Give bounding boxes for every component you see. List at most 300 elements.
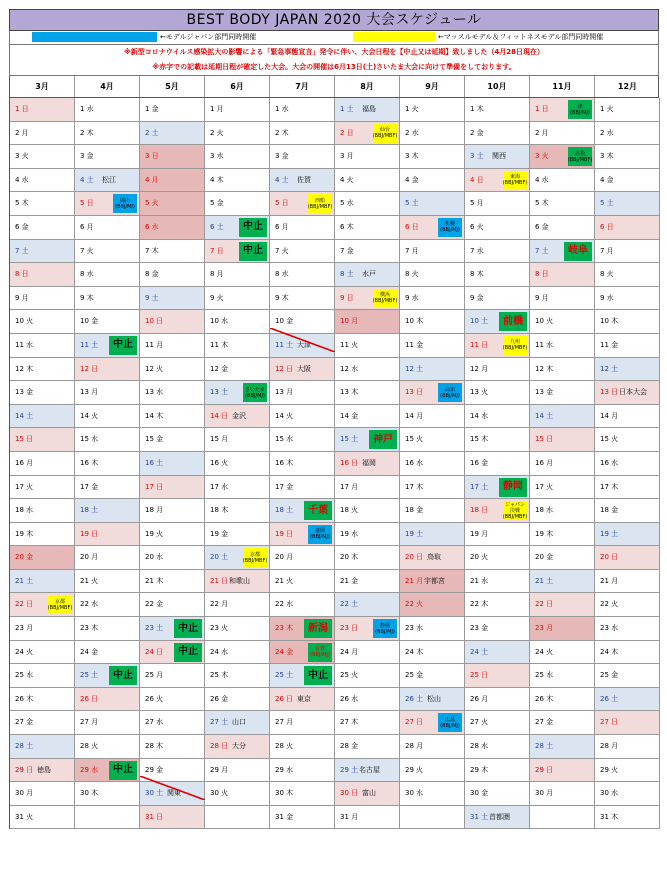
event-box-title: 中止 (243, 245, 263, 257)
event-box-title: 新潟 (308, 622, 328, 634)
date-label: 25 水 (15, 671, 34, 680)
date-label: 31 月 (340, 812, 359, 821)
date-label: 21 火 (275, 576, 294, 585)
date-label: 4 日 (470, 175, 484, 184)
date-label: 25 土 (275, 671, 294, 680)
day-cell (10, 641, 75, 665)
date-label: 11 月 (145, 340, 164, 349)
month-header: 8月 (335, 76, 400, 97)
day-cell (400, 782, 465, 806)
day-cell (530, 570, 595, 594)
date-label: 1 日 (15, 105, 29, 113)
date-label: 13 火 (470, 388, 489, 397)
date-label: 30 火 (210, 789, 229, 798)
date-label: 24 木 (600, 647, 619, 656)
schedule-sheet (9, 9, 659, 829)
date-label: 24 日 (145, 647, 164, 656)
date-label: 22 火 (600, 600, 619, 609)
day-cell (10, 476, 75, 500)
day-cell (205, 169, 270, 193)
date-label: 1 金 (145, 105, 159, 113)
date-label: 11 水 (535, 340, 554, 349)
day-cell (400, 428, 465, 452)
day-cell (270, 216, 335, 240)
day-cell (205, 499, 270, 523)
event-label: 東京 (297, 694, 311, 703)
date-label: 4 月 (145, 175, 159, 184)
date-label: 12 水 (340, 364, 359, 373)
day-cell (335, 499, 400, 523)
date-label: 22 日 (15, 600, 34, 609)
date-label: 30 土 (145, 789, 164, 798)
date-label: 2 月 (15, 128, 29, 137)
day-cell (205, 145, 270, 169)
date-label: 26 土 (600, 694, 619, 703)
day-cell (140, 664, 205, 688)
date-label: 17 火 (535, 482, 554, 491)
month-header: 5月 (140, 76, 205, 97)
month-header: 9月 (400, 76, 465, 97)
event-box (239, 218, 267, 237)
event-box-subtitle: (BBJ/MJ) (310, 652, 330, 659)
date-label: 26 土 (405, 694, 424, 703)
date-label: 13 水 (145, 388, 164, 397)
event-box (373, 619, 397, 638)
date-label: 31 火 (15, 812, 34, 821)
date-label: 11 金 (405, 340, 424, 349)
day-cell (205, 192, 270, 216)
event-box (438, 218, 462, 237)
day-cell (465, 641, 530, 665)
day-cell (400, 310, 465, 334)
date-label: 22 水 (80, 600, 99, 609)
date-label: 12 土 (405, 364, 424, 373)
day-cell (270, 711, 335, 735)
date-label: 9 火 (210, 293, 224, 302)
date-label: 3 木 (405, 152, 419, 161)
day-cell (465, 664, 530, 688)
date-label: 12 月 (470, 364, 489, 373)
day-cell (465, 310, 530, 334)
date-label: 18 日 (470, 506, 489, 515)
date-label: 24 火 (535, 647, 554, 656)
date-label: 18 火 (340, 506, 359, 515)
event-box-title: ジャパン決戦 (505, 501, 525, 514)
date-label: 19 土 (600, 529, 619, 538)
date-label: 14 金 (340, 411, 359, 420)
day-cell (335, 759, 400, 783)
day-cell (205, 122, 270, 146)
date-label: 29 金 (145, 765, 164, 774)
event-label: 松江 (102, 175, 116, 184)
date-label: 14 月 (600, 411, 619, 420)
date-label: 10 水 (210, 317, 229, 326)
event-box-title: 高知 (444, 386, 455, 393)
day-cell (465, 428, 530, 452)
event-box (304, 619, 332, 638)
day-cell (400, 735, 465, 759)
day-cell (595, 664, 660, 688)
date-label: 13 金 (535, 388, 554, 397)
date-label: 16 月 (15, 458, 34, 467)
date-label: 20 金 (15, 553, 34, 562)
day-cell (530, 192, 595, 216)
event-box-title: 長野 (314, 646, 325, 653)
day-cell (75, 664, 140, 688)
day-cell (75, 570, 140, 594)
day-cell (75, 310, 140, 334)
notice-line-2: ※赤字での記載は延期日程が確定した大会。大会の開催は6月13日(土)さいたま大会に向けて準備をしております。 (152, 63, 516, 71)
date-label: 5 日 (80, 199, 94, 208)
date-label: 7 金 (340, 246, 354, 255)
day-cell (400, 688, 465, 712)
date-label: 5 日 (275, 199, 289, 208)
day-cell (465, 381, 530, 405)
date-label: 9 水 (405, 293, 419, 302)
event-box (373, 289, 397, 308)
day-cell (10, 169, 75, 193)
month-header: 12月 (617, 82, 638, 91)
day-cell (270, 192, 335, 216)
day-cell (205, 570, 270, 594)
day-cell (595, 310, 660, 334)
day-cell (140, 310, 205, 334)
day-cell (335, 617, 400, 641)
day-cell (140, 192, 205, 216)
date-label: 30 月 (535, 789, 554, 798)
day-cell (400, 617, 465, 641)
day-cell (530, 381, 595, 405)
day-cell (270, 523, 335, 547)
month-header: 6月 (205, 76, 270, 97)
date-label: 23 水 (405, 624, 424, 633)
day-cell (10, 240, 75, 264)
event-box (109, 666, 137, 685)
date-label: 22 日 (535, 600, 554, 609)
day-cell (140, 334, 205, 358)
day-cell (335, 688, 400, 712)
date-label: 9 木 (275, 293, 289, 302)
date-label: 6 月 (275, 222, 289, 231)
date-label: 29 火 (600, 765, 619, 774)
day-cell (205, 641, 270, 665)
model-japan-legend: ←モデルジャパン部門同時開催 (160, 33, 257, 41)
date-label: 18 水 (535, 506, 554, 515)
day-cell (75, 358, 140, 382)
event-label: 福島 (362, 105, 376, 113)
date-label: 1 木 (470, 105, 484, 113)
date-label: 29 水 (275, 765, 294, 774)
day-cell (205, 688, 270, 712)
date-label: 9 金 (470, 293, 484, 302)
date-label: 12 木 (535, 364, 554, 373)
date-label: 10 火 (15, 317, 34, 326)
date-label: 20 土 (210, 553, 229, 562)
month-header: 11月 (530, 76, 595, 97)
day-cell (10, 711, 75, 735)
event-label: 山口 (232, 718, 246, 727)
date-label: 2 金 (470, 128, 484, 137)
day-cell (530, 593, 595, 617)
day-cell (595, 711, 660, 735)
date-label: 22 月 (210, 600, 229, 609)
date-label: 5 土 (600, 199, 614, 208)
day-cell (205, 593, 270, 617)
date-label: 29 日 (535, 765, 554, 774)
day-cell (530, 405, 595, 429)
event-label: 日本大会 (619, 388, 647, 397)
day-cell (465, 476, 530, 500)
date-label: 24 水 (210, 647, 229, 656)
day-cell (75, 263, 140, 287)
date-label: 26 水 (340, 694, 359, 703)
date-label: 9 日 (340, 293, 354, 302)
day-cell (400, 570, 465, 594)
date-label: 16 金 (470, 458, 489, 467)
day-cell (10, 523, 75, 547)
event-box-title: 中止 (113, 339, 133, 351)
event-box-subtitle: (BBJ/MBF) (307, 203, 333, 210)
event-label: 関西 (492, 152, 506, 161)
date-label: 15 火 (405, 435, 424, 444)
day-cell (75, 546, 140, 570)
day-cell (335, 216, 400, 240)
day-cell (140, 428, 205, 452)
date-label: 26 木 (15, 694, 34, 703)
day-cell (75, 711, 140, 735)
event-box (564, 242, 592, 261)
day-cell (270, 405, 335, 429)
date-label: 26 木 (535, 694, 554, 703)
date-label: 7 土 (15, 246, 29, 255)
event-label: 佐賀 (297, 175, 311, 184)
day-cell (530, 216, 595, 240)
day-cell (140, 688, 205, 712)
date-label: 24 火 (15, 647, 34, 656)
day-cell (595, 476, 660, 500)
day-cell (205, 759, 270, 783)
date-label: 27 木 (340, 718, 359, 727)
date-label: 21 日 (210, 576, 229, 585)
date-label: 3 水 (210, 152, 224, 161)
date-label: 20 日 (600, 553, 619, 562)
date-label: 17 木 (600, 482, 619, 491)
notice-block (9, 45, 659, 76)
day-cell (205, 711, 270, 735)
date-label: 15 土 (340, 435, 359, 444)
day-cell (270, 334, 335, 358)
day-cell (400, 499, 465, 523)
date-label: 15 金 (145, 435, 164, 444)
date-label: 4 火 (340, 175, 354, 184)
date-label: 13 日 (600, 388, 619, 397)
date-label: 2 木 (80, 128, 94, 137)
legend-bar (9, 31, 659, 45)
date-label: 25 金 (405, 671, 424, 680)
date-label: 28 水 (470, 742, 489, 751)
event-box-subtitle: (BBJ/MBF) (372, 298, 398, 305)
day-cell (10, 688, 75, 712)
date-label: 6 日 (405, 222, 419, 231)
event-box-title: 静岡 (379, 622, 390, 629)
date-label: 28 火 (80, 742, 99, 751)
date-label: 18 土 (80, 506, 99, 515)
event-box (304, 501, 332, 520)
day-cell (10, 145, 75, 169)
event-box-subtitle: (BBJ/MBF) (502, 513, 528, 520)
day-cell (530, 806, 595, 830)
day-cell (75, 98, 140, 122)
day-cell (270, 287, 335, 311)
date-label: 29 火 (405, 765, 424, 774)
event-label: 首都圏 (489, 812, 510, 821)
day-cell (400, 759, 465, 783)
day-cell (335, 664, 400, 688)
event-box-title: 静岡 (503, 481, 523, 492)
date-label: 4 木 (210, 175, 224, 184)
event-box (239, 242, 267, 261)
date-label: 1 火 (600, 105, 614, 113)
date-label: 17 日 (145, 482, 164, 491)
date-label: 3 月 (340, 152, 354, 161)
date-label: 13 月 (80, 388, 99, 397)
day-cell (465, 122, 530, 146)
event-box-subtitle: (BBJ/MJ) (440, 227, 460, 234)
date-label: 24 月 (340, 647, 359, 656)
day-cell (140, 287, 205, 311)
date-label: 7 木 (145, 246, 159, 255)
day-cell (465, 688, 530, 712)
date-label: 29 日 (15, 765, 34, 774)
date-label: 17 月 (340, 482, 359, 491)
date-label: 15 日 (15, 435, 34, 444)
day-cell (10, 122, 75, 146)
date-label: 19 木 (15, 529, 34, 538)
day-cell (270, 782, 335, 806)
day-cell (530, 641, 595, 665)
date-label: 23 木 (275, 624, 294, 633)
muscle-fitness-swatch (353, 32, 435, 42)
day-cell (10, 381, 75, 405)
day-cell (530, 287, 595, 311)
date-label: 24 木 (405, 647, 424, 656)
date-label: 10 金 (80, 317, 99, 326)
day-cell (75, 428, 140, 452)
date-label: 13 日 (405, 388, 424, 397)
date-label: 10 木 (600, 317, 619, 326)
date-label: 19 金 (210, 529, 229, 538)
date-label: 11 金 (600, 340, 619, 349)
day-cell (530, 546, 595, 570)
day-cell (400, 192, 465, 216)
date-label: 1 火 (405, 105, 419, 113)
date-label: 17 木 (405, 482, 424, 491)
date-label: 4 水 (15, 175, 29, 184)
event-box-title: 中止 (113, 669, 133, 681)
date-label: 11 水 (15, 340, 34, 349)
day-cell (10, 806, 75, 830)
day-cell (205, 263, 270, 287)
event-box-title: 津 (577, 103, 583, 110)
strike-line-segment (140, 776, 205, 800)
day-cell (140, 98, 205, 122)
day-cell (10, 334, 75, 358)
day-cell (530, 782, 595, 806)
day-cell (270, 570, 335, 594)
event-box-subtitle: (BBJ/MBF) (242, 557, 268, 564)
day-cell (270, 381, 335, 405)
event-box (174, 619, 202, 638)
date-label: 18 月 (145, 506, 164, 515)
day-cell (140, 263, 205, 287)
day-cell (595, 570, 660, 594)
date-label: 3 日 (145, 152, 159, 161)
date-label: 26 金 (210, 694, 229, 703)
event-box-title: 前橋 (503, 315, 523, 327)
date-label: 6 日 (600, 222, 614, 231)
day-cell (335, 192, 400, 216)
event-box (499, 478, 527, 497)
day-cell (465, 358, 530, 382)
event-box-subtitle: (BBJ/MBF) (502, 180, 528, 187)
day-cell (335, 546, 400, 570)
day-cell (270, 593, 335, 617)
date-label: 26 日 (275, 694, 294, 703)
event-box-subtitle: (BBJ/MJ) (440, 392, 460, 399)
event-box-title: 高松 (575, 150, 586, 157)
date-label: 28 土 (535, 742, 554, 751)
day-cell (400, 711, 465, 735)
date-label: 9 土 (145, 293, 159, 302)
date-label: 11 土 (80, 340, 99, 349)
date-label: 17 水 (210, 482, 229, 491)
date-label: 9 月 (15, 293, 29, 302)
day-cell (465, 546, 530, 570)
day-cell (335, 593, 400, 617)
day-cell (270, 452, 335, 476)
date-label: 2 火 (210, 128, 224, 137)
date-label: 7 月 (600, 246, 614, 255)
strike-line (140, 776, 205, 800)
day-cell (465, 405, 530, 429)
day-cell (530, 452, 595, 476)
day-cell (400, 381, 465, 405)
month-header: 3月 (10, 76, 75, 97)
date-label: 30 月 (15, 789, 34, 798)
day-cell (10, 405, 75, 429)
date-label: 17 火 (15, 482, 34, 491)
day-cell (205, 782, 270, 806)
day-cell (10, 358, 75, 382)
date-label: 29 水 (80, 765, 99, 774)
day-cell (75, 593, 140, 617)
event-label: 水戸 (362, 270, 376, 279)
day-cell (270, 688, 335, 712)
day-cell (465, 570, 530, 594)
date-label: 14 水 (470, 411, 489, 420)
day-cell (140, 452, 205, 476)
day-cell (75, 216, 140, 240)
date-label: 6 金 (535, 222, 549, 231)
day-cell (595, 428, 660, 452)
date-label: 5 土 (405, 199, 419, 208)
date-label: 27 日 (405, 718, 424, 727)
day-cell (595, 358, 660, 382)
day-cell (205, 806, 270, 830)
strike-line (270, 328, 335, 352)
event-box-title: 中止 (178, 646, 198, 658)
event-box (109, 761, 137, 780)
